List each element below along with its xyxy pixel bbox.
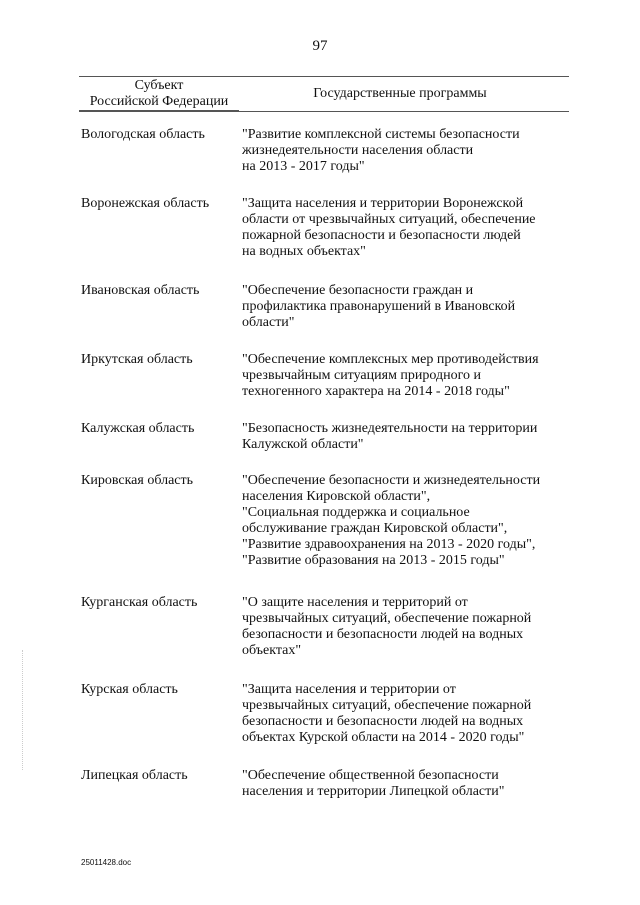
program-line: "Обеспечение безопасности и жизнедеятельности <box>242 473 541 488</box>
program-line: пожарной безопасности и безопасности людей <box>242 228 521 243</box>
document-filename: 25011428.doc <box>81 858 132 867</box>
program-line: населения Кировской области", <box>242 489 431 504</box>
program-line: безопасности и безопасности людей на водных <box>242 714 524 729</box>
program-line: на 2013 - 2017 годы" <box>242 159 365 174</box>
program-line: Калужской области" <box>242 437 364 452</box>
program-line: "Безопасность жизнедеятельности на территории <box>242 421 538 436</box>
column-header-region-line2: Российской Федерации <box>79 94 239 111</box>
program-list <box>242 768 572 800</box>
scan-margin-artifact <box>22 650 24 770</box>
program-list <box>242 421 572 453</box>
program-line: области" <box>242 315 295 330</box>
program-line: объектах Курской области на 2014 - 2020 годы" <box>242 730 525 745</box>
column-header-programs: Государственные программы <box>313 86 487 101</box>
program-list <box>242 196 572 260</box>
program-line: "Развитие здравоохранения на 2013 - 2020 годы", <box>242 537 536 552</box>
region-name: Воронежская область <box>81 196 210 211</box>
program-line: безопасности и безопасности людей на водных <box>242 627 524 642</box>
program-line: на водных объектах" <box>242 244 366 259</box>
program-line: "Обеспечение безопасности граждан и <box>242 283 474 298</box>
program-line: техногенного характера на 2014 - 2018 годы" <box>242 384 510 399</box>
region-name: Кировская область <box>81 473 194 488</box>
program-line: объектах" <box>242 643 302 658</box>
program-list <box>242 352 572 400</box>
program-line: жизнедеятельности населения области <box>242 143 474 158</box>
region-name: Липецкая область <box>81 768 188 783</box>
region-name: Ивановская область <box>81 283 200 298</box>
region-name: Курская область <box>81 682 178 697</box>
region-name: Калужская область <box>81 421 195 436</box>
program-list <box>242 595 572 659</box>
program-line: "Защита населения и территории Воронежской <box>242 196 524 211</box>
program-line: обслуживание граждан Кировской области", <box>242 521 508 536</box>
program-line: чрезвычайных ситуаций, обеспечение пожарной <box>242 698 532 713</box>
region-name: Иркутская область <box>81 352 193 367</box>
program-line: "Обеспечение комплексных мер противодействия <box>242 352 539 367</box>
region-name: Курганская область <box>81 595 198 610</box>
page-number: 97 <box>312 38 328 54</box>
program-list <box>242 127 572 175</box>
program-list <box>242 682 572 746</box>
program-list <box>242 473 572 569</box>
program-line: "О защите населения и территорий от <box>242 595 468 610</box>
program-line: "Развитие комплексной системы безопасности <box>242 127 520 142</box>
program-line: "Развитие образования на 2013 - 2015 годы" <box>242 553 505 568</box>
program-line: "Обеспечение общественной безопасности <box>242 768 499 783</box>
program-line: чрезвычайных ситуаций, обеспечение пожарной <box>242 611 532 626</box>
program-line: профилактика правонарушений в Ивановской <box>242 299 516 314</box>
program-list <box>242 283 572 331</box>
column-header-region-line1: Субъект <box>134 78 184 93</box>
program-line: чрезвычайным ситуациям природного и <box>242 368 482 383</box>
table-header-bottom-rule <box>79 111 569 112</box>
program-line: "Защита населения и территории от <box>242 682 456 697</box>
table-top-rule <box>79 76 569 77</box>
program-line: области от чрезвычайных ситуаций, обеспечение <box>242 212 536 227</box>
column-header-region <box>79 78 239 111</box>
region-name: Вологодская область <box>81 127 205 142</box>
program-line: "Социальная поддержка и социальное <box>242 505 470 520</box>
program-line: населения и территории Липецкой области" <box>242 784 505 799</box>
